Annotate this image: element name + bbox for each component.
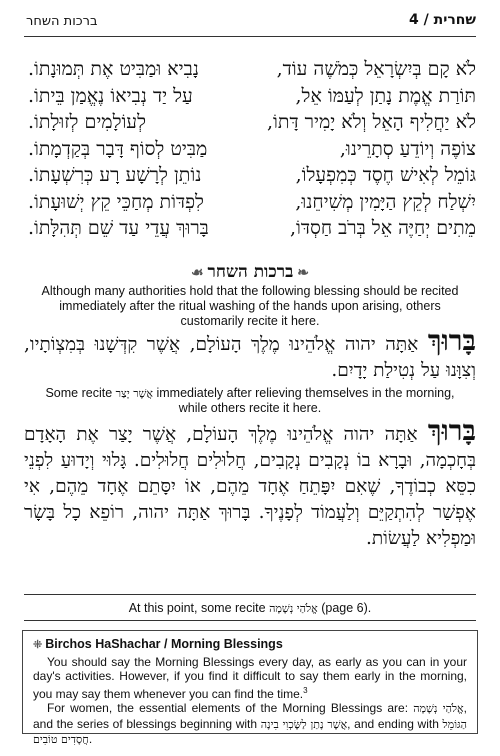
running-title: ברכות השחר bbox=[26, 14, 98, 29]
box-hebrew: הַגּוֹמֵל חֲסָדִים טוֹבִים bbox=[33, 717, 467, 746]
poem-line-first-half: צוֹפֶה וְיוֹדֵעַ סְתָרֵינוּ, bbox=[339, 137, 476, 160]
poem-line bbox=[28, 162, 476, 189]
poem-line bbox=[28, 136, 476, 163]
section-title-text: ברכות השחר bbox=[207, 262, 294, 282]
poem-line-second-half: לְעוֹלָמִים לְזוּלָתוֹ. bbox=[28, 111, 146, 133]
box-paragraph-text: You should say the Morning Blessings every day, as early as you can in your day's activities. However, if you find it difficult to say them early in the morning, you may say them whenever you can find the time. bbox=[33, 654, 467, 701]
blessing-netilas-yadayim bbox=[24, 324, 476, 384]
poem-line-second-half: מַבִּיט לְסוֹף דָּבָר בְּקַדְמָתוֹ. bbox=[28, 137, 208, 160]
note-elokai-neshamah bbox=[0, 601, 500, 615]
ornament-icon: ☙ bbox=[190, 265, 204, 281]
box-paragraph-text: . bbox=[88, 732, 93, 746]
instruction-washing: Although many authorities hold that the following blessing should be recited immediately after the ritual washing of the hands upon arising, others customarily recite it here. bbox=[41, 284, 459, 328]
poem-line-first-half: לֹא יַחֲלִיף הָאֵל וְלֹא יָמִיר דָּתוֹ, bbox=[267, 111, 476, 133]
page-section: שחרית bbox=[433, 12, 476, 28]
poem-line bbox=[28, 189, 476, 216]
note-hebrew: אֱלֹהַי נְשָׁמָה bbox=[269, 602, 318, 615]
poem-line-first-half: תּוֹרַת אֱמֶת נָתַן לְעַמּוֹ אֵל, bbox=[295, 84, 476, 107]
box-paragraph-text: For women, the essential elements of the Morning Blessings are: bbox=[47, 701, 409, 715]
note-rule-top bbox=[24, 594, 476, 595]
page-number-section: 4 / שחרית bbox=[409, 12, 476, 28]
blessing-asher-yatzar bbox=[24, 414, 476, 552]
footnote-marker: 3 bbox=[303, 685, 308, 695]
header-rule bbox=[24, 36, 476, 37]
box-hebrew: אֱלֹהַי נְשָׁמָה bbox=[413, 702, 464, 715]
blessing-first-word: בָּרוּךְ bbox=[427, 414, 476, 447]
ornament-icon: ❧ bbox=[297, 265, 309, 281]
note-text: At this point, some recite bbox=[128, 601, 266, 615]
poem-line bbox=[28, 215, 476, 242]
blessing-first-word: בָּרוּךְ bbox=[427, 324, 476, 357]
poem-line-second-half: בָּרוּךְ עֲדֵי עַד שֵׁם תְּהִלָּתוֹ. bbox=[28, 217, 209, 239]
box-paragraph-text: , and the series of blessings beginning with bbox=[33, 701, 467, 731]
yigdal-poem bbox=[28, 56, 476, 242]
instruction-text: Some recite bbox=[45, 386, 113, 400]
box-title-text: Birchos HaShachar / Morning Blessings bbox=[45, 637, 283, 651]
box-paragraph-text: , and ending with bbox=[347, 716, 439, 731]
poem-line-second-half: לִפְדּוֹת מְחַכֵּי קֵץ יְשׁוּעָתוֹ. bbox=[28, 190, 204, 213]
poem-line bbox=[28, 56, 476, 83]
poem-line-second-half: נוֹתֵן לְרָשָׁע רָע כְּרִשְׁעָתוֹ. bbox=[28, 164, 202, 186]
blessing-text: אַתָּה יהוה אֱלֹהֵינוּ מֶלֶךְ הָעוֹלָם, אֲשֶׁר קִדְּשָׁנוּ בְּמִצְוֹתָיו, וְצִוָּנוּ עַל נְטִילַת יָדָיִם. bbox=[24, 334, 476, 381]
note-rule-bottom bbox=[24, 620, 476, 621]
instruction-hebrew: אֲשֶׁר יָצַר bbox=[115, 387, 153, 400]
page-header bbox=[26, 12, 476, 34]
box-paragraph bbox=[33, 655, 467, 702]
poem-line-second-half: עַל יַד נְבִיאוֹ נֶאֱמַן בֵּיתוֹ. bbox=[28, 84, 193, 107]
poem-line-first-half: גּוֹמֵל לְאִישׁ חֶסֶד כְּמִפְעָלוֹ, bbox=[295, 164, 476, 186]
note-text: (page 6). bbox=[321, 601, 372, 615]
blessing-text: אַתָּה יהוה אֱלֹהֵינוּ מֶלֶךְ הָעוֹלָם, אֲשֶׁר יָצַר אֶת הָאָדָם בְּחָכְמָה, וּבָרָא בוֹ נְקָבִים נְקָבִים, חֲלוּלִים חֲלוּלִים. גָּלוּי וְיָדוּעַ לִפְנֵי כִסֵּא כְבוֹדֶךָ, שֶׁאִם יִפָּתֵחַ אֶחָד מֵהֶם, אוֹ יִסָּתֵם אֶחָד מֵהֶם, אִי אֶפְשַׁר לְהִתְקַיֵּם וְלַעֲמוֹד לְפָנֶיךָ. בָּרוּךְ אַתָּה יהוה, רוֹפֵא כָל בָּשָׂר וּמַפְלִיא לַעֲשׂוֹת. bbox=[24, 424, 476, 549]
poem-line bbox=[28, 109, 476, 136]
poem-line-first-half: לֹא קָם בְּיִשְׂרָאֵל כְּמֹשֶׁה עוֹד, bbox=[276, 58, 476, 80]
commentary-box bbox=[22, 630, 478, 746]
instruction-text: immediately after relieving themselves in the morning, while others recite it here. bbox=[156, 386, 455, 415]
poem-line bbox=[28, 83, 476, 110]
section-title bbox=[0, 262, 500, 282]
box-hebrew: אֲשֶׁר נָתַן לַשֶּׂכְוִי בִינָה bbox=[260, 717, 348, 731]
instruction-asher-yatzar bbox=[40, 386, 460, 416]
page-number: 4 bbox=[409, 12, 419, 28]
poem-line-first-half: מֵתִים יְחַיֶּה אֵל בְּרֹב חַסְדּוֹ, bbox=[289, 217, 476, 239]
box-paragraph bbox=[33, 701, 467, 748]
decorative-bullet-icon: ⁜ bbox=[33, 639, 43, 651]
poem-line-second-half: נָבִיא וּמַבִּיט אֶת תְּמוּנָתוֹ. bbox=[28, 58, 199, 80]
poem-line-first-half: יִשְׁלַח לְקֵץ הַיָּמִין מְשִׁיחֵנוּ, bbox=[295, 190, 476, 213]
box-title bbox=[33, 637, 467, 653]
